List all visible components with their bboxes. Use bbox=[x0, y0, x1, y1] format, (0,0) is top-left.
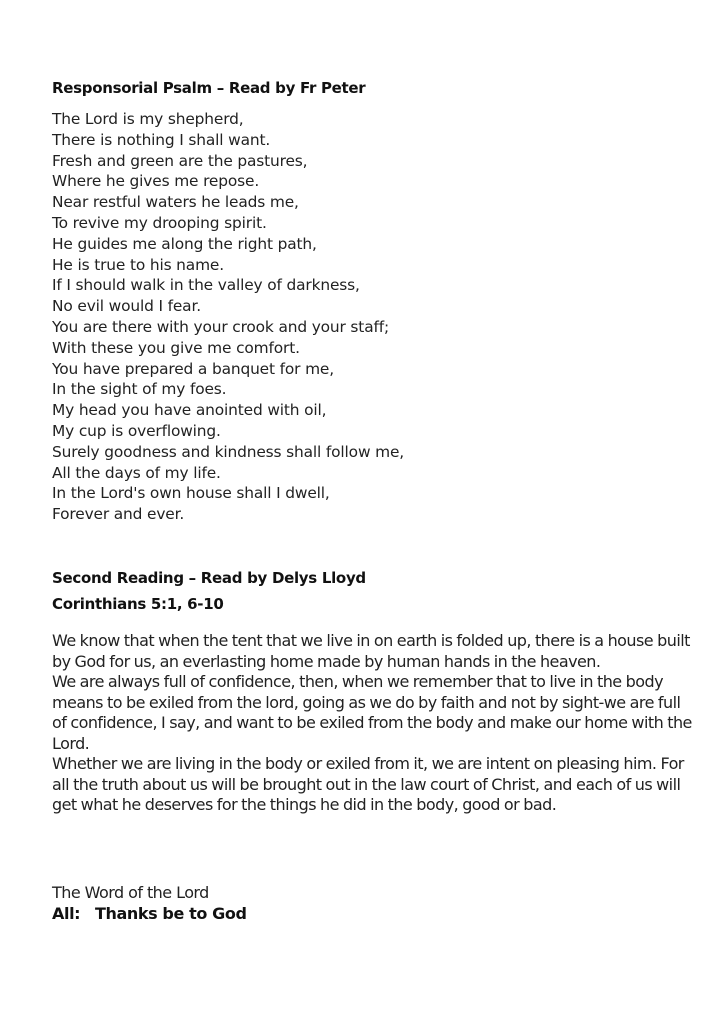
reading-text bbox=[52, 631, 692, 816]
congregation-response bbox=[52, 904, 247, 925]
psalm-text bbox=[52, 109, 404, 525]
response-label: All: bbox=[52, 903, 81, 923]
psalm-line: Surely goodness and kindness shall follow me, bbox=[52, 442, 405, 461]
reading-paragraph: We know that when the tent that we live in on earth is folded up, there is a house built by God for us, an everlasting home made by human hands in the heaven. bbox=[52, 631, 690, 671]
response-text: Thanks be to God bbox=[95, 903, 247, 923]
reading-paragraph: We are always full of confidence, then, when we remember that to live in the body means to be exiled from the lord, going as we do by faith and not by sight-we are full of confidence, I say, and want to be exiled from the body and make our home with the Lord. bbox=[52, 672, 692, 753]
psalm-line: With these you give me comfort. bbox=[52, 338, 300, 357]
psalm-line: In the Lord's own house shall I dwell, bbox=[52, 484, 330, 503]
reading-citation: Corinthians 5:1, 6-10 bbox=[52, 595, 224, 613]
second-reading-heading: Second Reading – Read by Delys Lloyd bbox=[52, 569, 366, 587]
closing-acclamation: The Word of the Lord bbox=[52, 883, 209, 902]
psalm-line: To revive my drooping spirit. bbox=[52, 213, 267, 232]
psalm-line: My head you have anointed with oil, bbox=[52, 401, 327, 420]
psalm-line: Forever and ever. bbox=[52, 505, 185, 524]
psalm-line: Fresh and green are the pastures, bbox=[52, 151, 308, 170]
psalm-line: Where he gives me repose. bbox=[52, 172, 260, 191]
psalm-line: He is true to his name. bbox=[52, 255, 224, 274]
psalm-line: No evil would I fear. bbox=[52, 297, 201, 316]
closing-block bbox=[52, 883, 247, 924]
reading-paragraph: Whether we are living in the body or exiled from it, we are intent on pleasing him. For all the truth about us will be brought out in the law court of Christ, and each of us will get what he deserves for the things he did in the body, good or bad. bbox=[52, 754, 684, 814]
psalm-line: Near restful waters he leads me, bbox=[52, 193, 299, 212]
psalm-line: If I should walk in the valley of darkness, bbox=[52, 276, 360, 295]
psalm-line: You have prepared a banquet for me, bbox=[52, 359, 334, 378]
psalm-line: In the sight of my foes. bbox=[52, 380, 227, 399]
psalm-heading: Responsorial Psalm – Read by Fr Peter bbox=[52, 79, 366, 97]
psalm-line: My cup is overflowing. bbox=[52, 421, 221, 440]
psalm-line: There is nothing I shall want. bbox=[52, 130, 271, 149]
psalm-line: All the days of my life. bbox=[52, 463, 221, 482]
psalm-line: You are there with your crook and your staff; bbox=[52, 317, 390, 336]
psalm-line: The Lord is my shepherd, bbox=[52, 110, 244, 128]
psalm-line: He guides me along the right path, bbox=[52, 234, 317, 253]
